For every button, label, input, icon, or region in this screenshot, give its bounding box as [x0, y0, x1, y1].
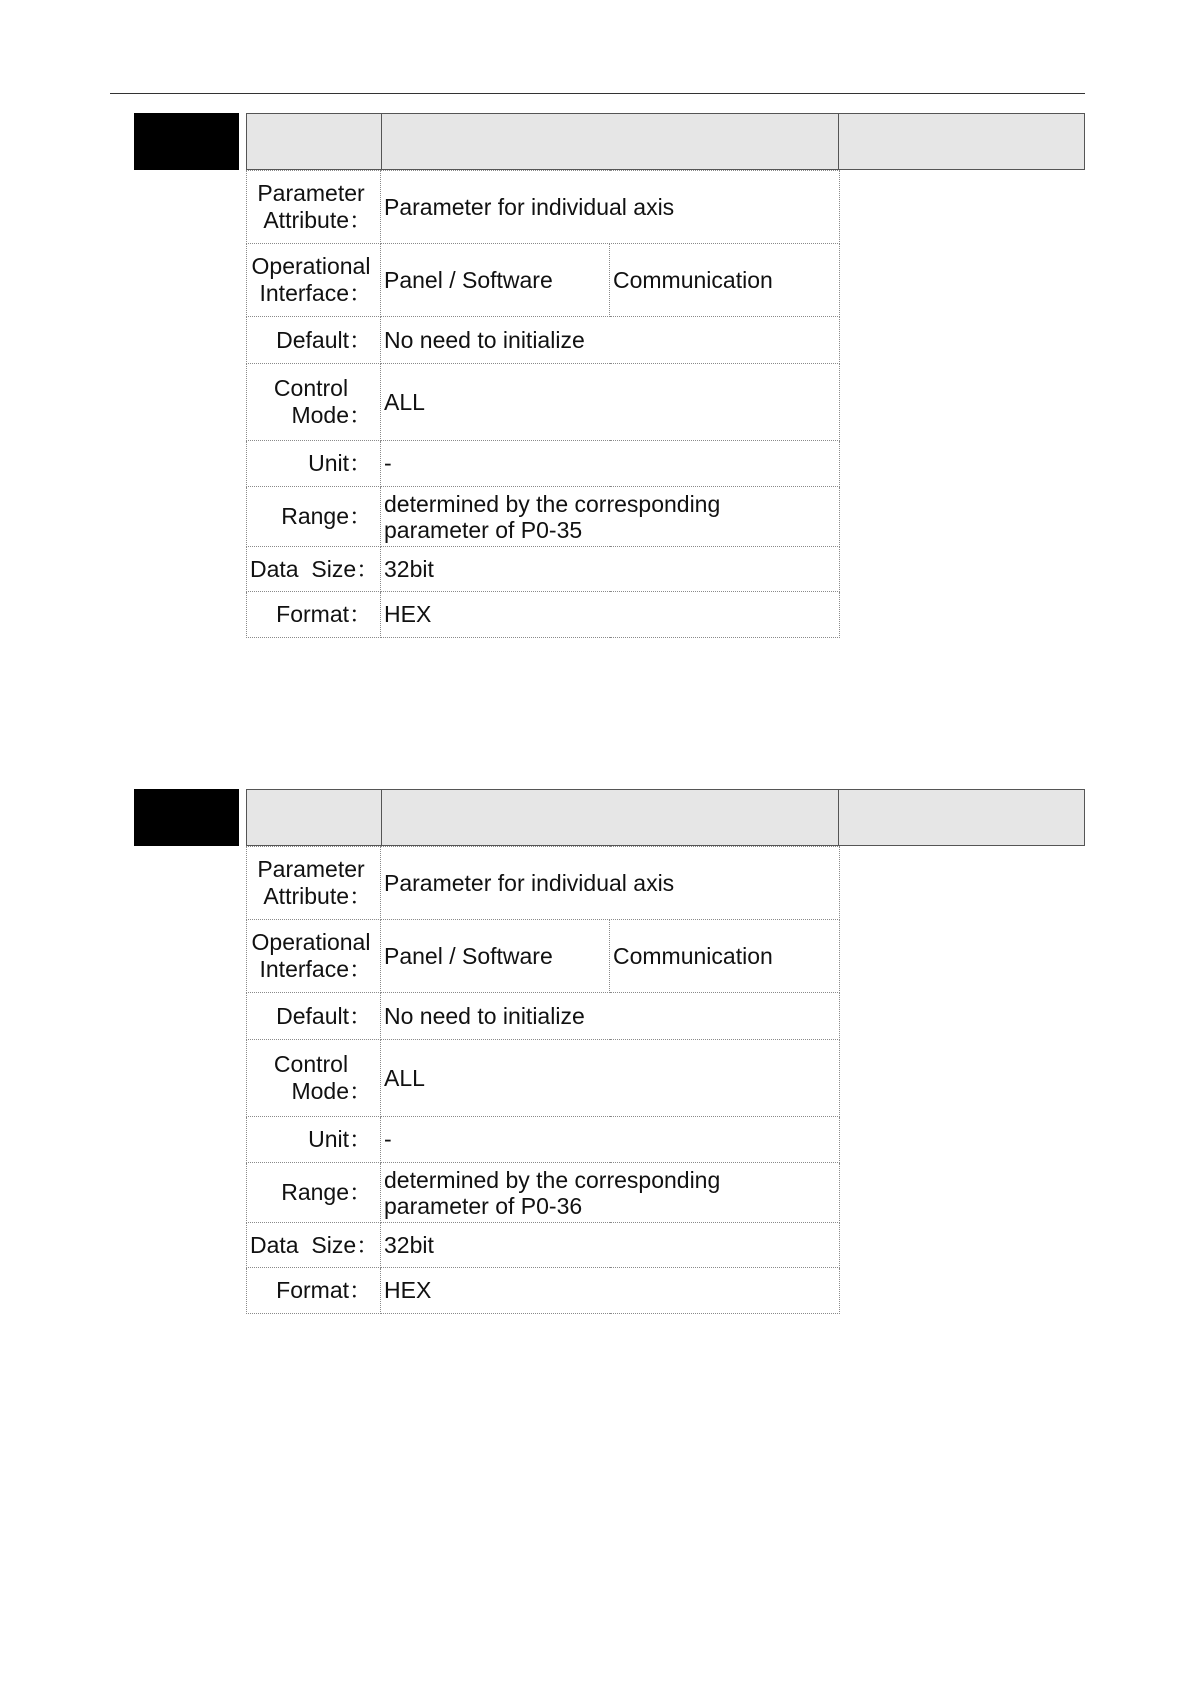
unit-row [247, 441, 840, 487]
interface-communication-value: Communication [610, 920, 840, 993]
control-mode-label: Control Mode： [247, 364, 381, 441]
control-mode-label: Control Mode： [247, 1040, 381, 1117]
attribute-value: Parameter for individual axis [381, 171, 840, 244]
default-row [247, 317, 840, 364]
format-value: HEX [381, 592, 840, 638]
unit-label: Unit： [247, 1117, 381, 1163]
interface-panel-value: Panel / Software [381, 920, 610, 993]
data-size-value: 32bit [381, 547, 840, 592]
unit-label: Unit： [247, 441, 381, 487]
interface-panel-value: Panel / Software [381, 244, 610, 317]
range-row [247, 487, 840, 547]
default-value: No need to initialize [381, 993, 840, 1040]
format-row [247, 1268, 840, 1314]
parameter-id-box [134, 113, 239, 170]
range-value: determined by the corresponding parameter of P0-35 [381, 487, 840, 547]
control-mode-value: ALL [381, 1040, 840, 1117]
parameter-attribute-table [246, 846, 840, 1314]
control-mode-row [247, 364, 840, 441]
unit-value: - [381, 441, 840, 487]
default-value: No need to initialize [381, 317, 840, 364]
unit-row [247, 1117, 840, 1163]
range-label: Range： [247, 1163, 381, 1223]
header-rule [110, 93, 1085, 94]
attribute-label: Parameter Attribute： [247, 171, 381, 244]
format-label: Format： [247, 592, 381, 638]
format-row [247, 592, 840, 638]
format-value: HEX [381, 1268, 840, 1314]
range-label: Range： [247, 487, 381, 547]
data-size-row [247, 1223, 840, 1268]
header-divider [381, 790, 382, 845]
default-row [247, 993, 840, 1040]
interface-communication-value: Communication [610, 244, 840, 317]
parameter-header-bar [246, 113, 1085, 170]
interface-label: Operational Interface： [247, 920, 381, 993]
default-label: Default： [247, 317, 381, 364]
unit-value: - [381, 1117, 840, 1163]
data-size-label: Data Size： [247, 1223, 381, 1268]
attribute-label: Parameter Attribute： [247, 847, 381, 920]
parameter-header-bar [246, 789, 1085, 846]
control-mode-value: ALL [381, 364, 840, 441]
header-divider [838, 790, 839, 845]
interface-row [247, 244, 840, 317]
parameter-attribute-table [246, 170, 840, 638]
default-label: Default： [247, 993, 381, 1040]
parameter-id-box [134, 789, 239, 846]
interface-label: Operational Interface： [247, 244, 381, 317]
control-mode-row [247, 1040, 840, 1117]
data-size-row [247, 547, 840, 592]
header-divider [381, 114, 382, 169]
data-size-value: 32bit [381, 1223, 840, 1268]
range-value: determined by the corresponding parameter of P0-36 [381, 1163, 840, 1223]
attribute-row [247, 847, 840, 920]
data-size-label: Data Size： [247, 547, 381, 592]
format-label: Format： [247, 1268, 381, 1314]
attribute-row [247, 171, 840, 244]
range-row [247, 1163, 840, 1223]
attribute-value: Parameter for individual axis [381, 847, 840, 920]
header-divider [838, 114, 839, 169]
interface-row [247, 920, 840, 993]
